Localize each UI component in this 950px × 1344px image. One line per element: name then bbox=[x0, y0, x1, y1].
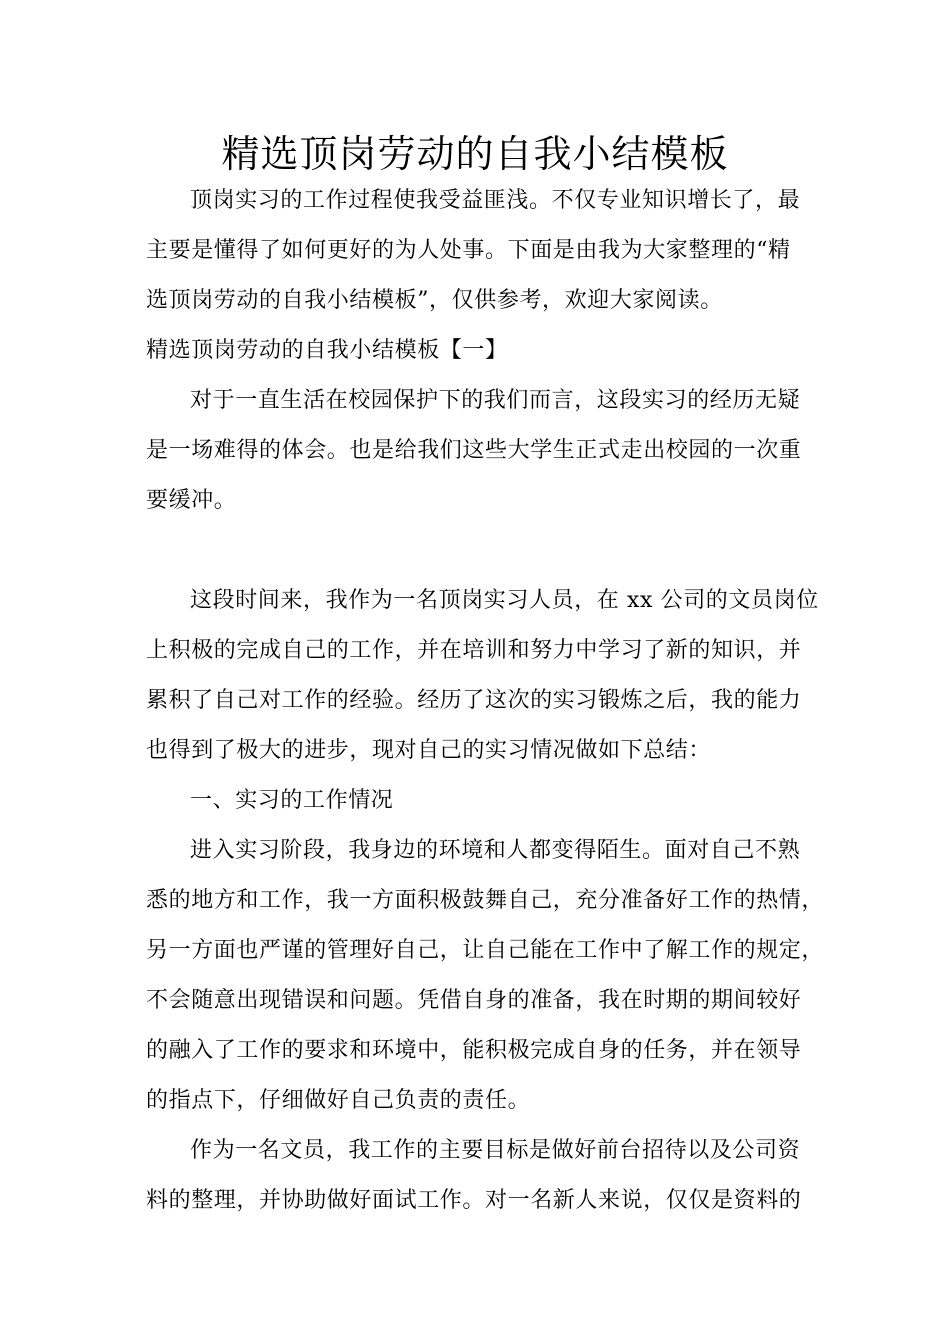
paragraph-line: 的指点下，仔细做好自己负责的责任。 bbox=[146, 1088, 531, 1113]
subsection-heading: 一、实习的工作情况 bbox=[190, 788, 394, 813]
paragraph-line: 要缓冲。 bbox=[146, 488, 237, 513]
paragraph-line: 料的整理，并协助做好面试工作。对一名新人来说，仅仅是资料的 bbox=[146, 1188, 802, 1213]
paragraph-line: 另一方面也严谨的管理好自己，让自己能在工作中了解工作的规定， bbox=[146, 938, 825, 963]
section-heading: 精选顶岗劳动的自我小结模板【一】 bbox=[146, 338, 508, 363]
paragraph-line: 对于一直生活在校园保护下的我们而言，这段实习的经历无疑 bbox=[190, 388, 801, 413]
paragraph-line: 主要是懂得了如何更好的为人处事。下面是由我为大家整理的“精 bbox=[146, 238, 791, 263]
paragraph-line: 的融入了工作的要求和环境中，能积极完成自身的任务，并在领导 bbox=[146, 1038, 802, 1063]
paragraph-line: 上积极的完成自己的工作，并在培训和努力中学习了新的知识，并 bbox=[146, 638, 802, 663]
paragraph-line: 顶岗实习的工作过程使我受益匪浅。不仅专业知识增长了，最 bbox=[190, 188, 801, 213]
paragraph-line: 累积了自己对工作的经验。经历了这次的实习锻炼之后，我的能力 bbox=[146, 688, 802, 713]
paragraph-line: 这段时间来，我作为一名顶岗实习人员，在 xx 公司的文员岗位 bbox=[190, 588, 819, 613]
paragraph-line: 不会随意出现错误和问题。凭借自身的准备，我在时期的期间较好 bbox=[146, 988, 802, 1013]
paragraph-line: 是一场难得的体会。也是给我们这些大学生正式走出校园的一次重 bbox=[146, 438, 802, 463]
paragraph-line: 悉的地方和工作，我一方面积极鼓舞自己，充分准备好工作的热情， bbox=[146, 888, 825, 913]
paragraph-line: 作为一名文员，我工作的主要目标是做好前台招待以及公司资 bbox=[190, 1138, 801, 1163]
paragraph-line: 进入实习阶段，我身边的环境和人都变得陌生。面对自己不熟 bbox=[190, 838, 801, 863]
paragraph-line: 也得到了极大的进步，现对自己的实习情况做如下总结： bbox=[146, 738, 712, 763]
paragraph-line: 选顶岗劳动的自我小结模板”，仅供参考，欢迎大家阅读。 bbox=[146, 288, 723, 313]
document-title: 精选顶岗劳动的自我小结模板 bbox=[221, 132, 729, 176]
